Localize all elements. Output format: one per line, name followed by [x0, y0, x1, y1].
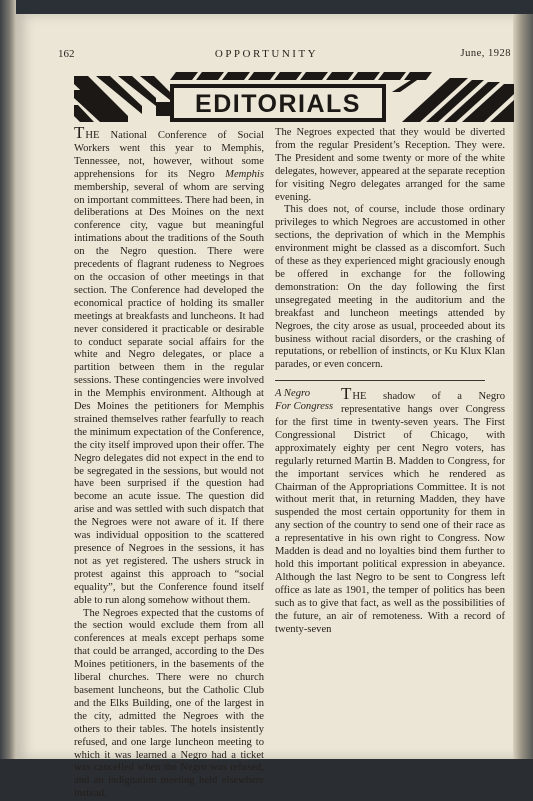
editorial-memphis-paragraph-4: This does not, of course, include those ordinary privileges to which Negroes are accustomed in other sections, the deprivation of which in the Memphis environment might be classed as a discomfort. Such of these as they experienced might graciously enough be offered in exchange for the following demonstration: On the day following the first unsegregated meeting in the auditorium and the breakfast and luncheon meetings attended by Negroes, the city arose as usual, proceeded about its business without racial disorders, or the crashing of reputations, or rebellion of instincts, or Ku Klux Klan parades, or even concern.: [275, 204, 505, 371]
banner-left-stripes: [74, 76, 170, 122]
banner-title: EDITORIALS: [195, 90, 361, 118]
page-number: 162: [58, 48, 75, 60]
page-edge: [513, 14, 533, 759]
banner-right-stripes: [392, 78, 514, 122]
editorial-memphis-paragraph-3: The Negroes expected that they would be diverted from the regular President’s Reception. They were. The President and some twenty or more of the white delegates, however, appeared at the separate reception for visiting Negro delegates arranged for the same evening.: [275, 127, 505, 203]
editorial-memphis-intro: THE National Conference of Social Workers went this year to Memphis, Tennessee, not, however, without some apprehensions for its Negro Memphis membership, several of whom are serving on important committees. There had been, in deliberations at Des Moines on the next conference city, vague but meaningful intimations about the traditions of the South on the Negro question. There were precedents of flagrant rudeness to Negroes on the occasion of other meetings in that section. The Conference had developed the economical practice of holding its smaller meetings at breakfasts and luncheons. It had never considered it practicable or desirable to conduct separate social affairs for the white and Negro delegates, or place a partition between them in the regular sessions. These contingencies were involved in the Memphis environment. Although at Des Moines the petitioners for Memphis strained themselves rather fearfully to reach the minimum expectation of the Conference, the city itself improved upon their offer. The Negro delegates did not expect in the end to be segregated in the sessions, but would not have been surprised if the question had become an acute issue. The question did arise and was settled with such dispatch that the Negroes were not aware of it. If there was individual opposition to the scattered presence of Negroes in the sessions, it has not as yet registered. The ushers struck in protest against this approach to “social equality”, but the Conference found itself able to run along somehow without them.: [74, 123, 264, 606]
side-heading-memphis: Memphis: [225, 168, 264, 180]
book-binding: [0, 0, 16, 759]
banner-top-dashes: [170, 72, 432, 80]
column-right: [275, 127, 505, 636]
column-left: [74, 123, 264, 801]
editorial-congress-paragraph-1: T A Negro For Congress HE shadow of a Negro representative hangs over Congress for the first time in twenty-seven years. The First Congressional District of Chicago, with approximately eighty per cent Negro voters, has regularly returned Martin B. Madden to Congress, for the important services which he rendered as Chairman of the Appropriations Committee. It is not without merit that, in returning Madden, they have suspended the most certain opportunity for them in any section of the country to send one of their race as a representative in his own right to Congress. Now Madden is dead and no loyalties bind them further to hold this important political expression in abeyance. Although the last Negro to be sent to Congress left office as late as 1901, the temper of politics has been such as to give that fact, as well as the possibilities of the future, an air of remoteness. With a record of twenty-seven: [275, 384, 505, 635]
drop-cap: T: [341, 384, 352, 404]
editorial-memphis-paragraph-2: The Negroes expected that the customs of the section would exclude them from all conferences at meals except perhaps some that could be arranged, according to the Des Moines petitioners, in the basements of the liberal churches. There were no church basement luncheons, but the Catholic Club and the Elks Building, one of the largest in the city, admitted the Negroes with the others to their tables. The hotels insistently refused, and one large luncheon meeting to which it was learned a Negro had a ticket was cancelled when the Negro was refused, and an indignation meeting held elsewhere instead.: [74, 607, 264, 800]
issue-date: June, 1928: [460, 48, 511, 59]
editorials-banner: [74, 72, 514, 124]
running-title: OPPORTUNITY: [214, 48, 319, 60]
drop-cap: T: [74, 123, 85, 142]
section-divider: [275, 380, 485, 381]
side-heading-congress: A Negro For Congress: [275, 388, 334, 413]
